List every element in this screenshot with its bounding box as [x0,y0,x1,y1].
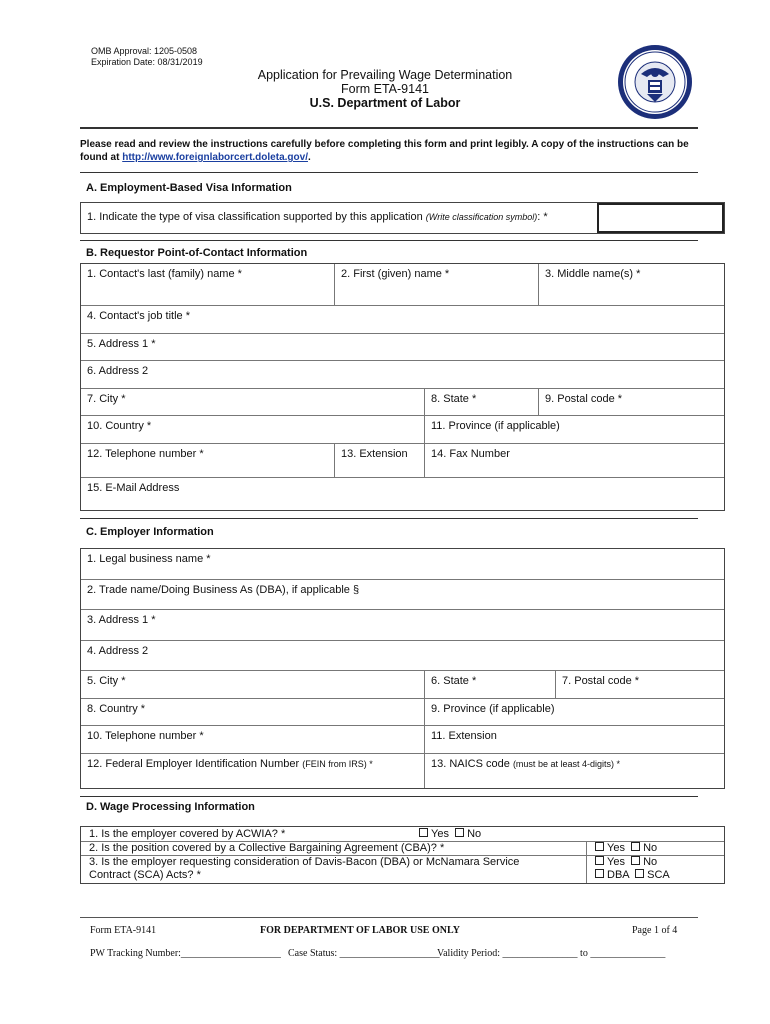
acwia-options [419,828,481,841]
employer-extension-field[interactable]: 11. Extension [425,726,724,754]
title-line-3: U.S. Department of Labor [309,96,461,110]
employer-dba-field[interactable]: 2. Trade name/Doing Business As (DBA), if applicable § [81,580,724,610]
contact-job-title-field[interactable]: 4. Contact's job title * [81,306,724,334]
contact-city-field[interactable]: 7. City * [81,389,425,416]
davis-bacon-question-line1: 3. Is the employer requesting consideration of Davis-Bacon (DBA) or McNamara Service [89,856,520,868]
cba-options [595,842,657,855]
contact-extension-field[interactable]: 13. Extension [335,444,425,478]
employer-state-field[interactable]: 6. State * [425,671,556,699]
dba-no-checkbox[interactable] [631,856,640,865]
employer-telephone-field[interactable]: 10. Telephone number * [81,726,425,754]
section-b-heading: B. Requestor Point-of-Contact Information [86,247,308,259]
sca-label: SCA [647,869,670,881]
instructions-text: Please read and review the instructions carefully before completing this form and print legibly. A copy of the instructions can be found at [80,139,689,163]
cba-question: 2. Is the position covered by a Collective Bargaining Agreement (CBA)? * [89,842,445,854]
contact-telephone-field[interactable]: 12. Telephone number * [81,444,335,478]
contact-province-field[interactable]: 11. Province (if applicable) [425,416,724,444]
footer-form-number: Form ETA-9141 [90,925,157,936]
naics-label: 13. NAICS code [431,758,513,770]
naics-note: (must be at least 4-digits) * [512,759,620,769]
section-d-rule [80,796,698,797]
dba-label: DBA [607,869,630,881]
section-b-grid [80,263,725,511]
contact-state-field[interactable]: 8. State * [425,389,539,416]
contact-country-field[interactable]: 10. Country * [81,416,425,444]
employer-legal-name-field[interactable]: 1. Legal business name * [81,549,724,580]
cba-no-label: No [643,842,658,854]
contact-address1-field[interactable]: 5. Address 1 * [81,334,724,361]
footer-rule [80,917,698,918]
sca-checkbox[interactable] [635,869,644,878]
dba-yes-checkbox[interactable] [595,856,604,865]
visa-question-note: (Write classification symbol) [425,212,538,222]
footer-page-number: Page 1 of 4 [632,925,678,936]
section-c-heading: C. Employer Information [86,526,214,538]
contact-middle-name-field[interactable]: 3. Middle name(s) * [539,264,724,306]
contact-address2-field[interactable]: 6. Address 2 [81,361,724,389]
employer-postal-field[interactable]: 7. Postal code * [556,671,724,699]
instructions [80,138,700,164]
header-rule [80,127,698,129]
cba-yes-label: Yes [607,842,625,854]
expiration-date: Expiration Date: 08/31/2019 [91,57,203,67]
fein-label: 12. Federal Employer Identification Number [87,758,303,770]
cba-yes-checkbox[interactable] [595,842,604,851]
contact-first-name-field[interactable]: 2. First (given) name * [335,264,539,306]
acwia-no-label: No [467,828,482,840]
acwia-no-checkbox[interactable] [455,828,464,837]
section-d-heading: D. Wage Processing Information [86,801,255,813]
dba-yes-label: Yes [607,856,625,868]
cba-no-checkbox[interactable] [631,842,640,851]
omb-approval: OMB Approval: 1205-0508 [91,46,198,56]
footer-dol-only: FOR DEPARTMENT OF LABOR USE ONLY [260,925,460,936]
visa-question [81,203,601,233]
contact-email-field[interactable]: 15. E-Mail Address [87,482,180,494]
visa-classification-input[interactable] [597,203,724,233]
omb-info [91,46,203,68]
employer-country-field[interactable]: 8. Country * [81,699,425,726]
employer-address2-field[interactable]: 4. Address 2 [81,641,724,671]
contact-postal-field[interactable]: 9. Postal code * [539,389,724,416]
employer-city-field[interactable]: 5. City * [81,671,425,699]
pw-tracking-number: PW Tracking Number:____________________ [90,948,281,959]
section-d-grid [80,826,725,884]
validity-period: Validity Period: _______________ to _______________ [437,948,666,959]
dba-no-label: No [643,856,658,868]
davis-bacon-options [595,856,670,882]
section-c-rule [80,518,698,519]
employer-province-field[interactable]: 9. Province (if applicable) [425,699,724,726]
acwia-yes-label: Yes [431,828,449,840]
section-c-grid [80,548,725,789]
instructions-link[interactable]: http://www.foreignlaborcert.doleta.gov/ [122,152,308,163]
dol-seal-icon [617,44,693,120]
fein-note: (FEIN from IRS) * [302,759,373,769]
title-line-1: Application for Prevailing Wage Determination [257,68,513,82]
employer-address1-field[interactable]: 3. Address 1 * [81,610,724,641]
contact-fax-field[interactable]: 14. Fax Number [425,444,724,478]
case-status: Case Status: ____________________ [288,948,440,959]
d-divider-3 [586,841,587,883]
davis-bacon-question [89,856,519,882]
acwia-question: 1. Is the employer covered by ACWIA? * [89,828,286,840]
section-b-rule [80,240,698,241]
dba-checkbox[interactable] [595,869,604,878]
employer-naics-field[interactable] [425,754,724,788]
section-a-heading: A. Employment-Based Visa Information [86,182,292,194]
davis-bacon-question-line2: Contract (SCA) Acts? * [89,869,201,881]
acwia-yes-checkbox[interactable] [419,828,428,837]
visa-question-end: : * [537,211,548,223]
title-line-2: Form ETA-9141 [341,82,429,96]
employer-fein-field[interactable] [81,754,425,788]
visa-question-text: 1. Indicate the type of visa classification supported by this application [87,211,426,223]
instructions-end: . [307,152,311,163]
section-a-rule [80,172,698,173]
contact-last-name-field[interactable]: 1. Contact's last (family) name * [81,264,335,306]
